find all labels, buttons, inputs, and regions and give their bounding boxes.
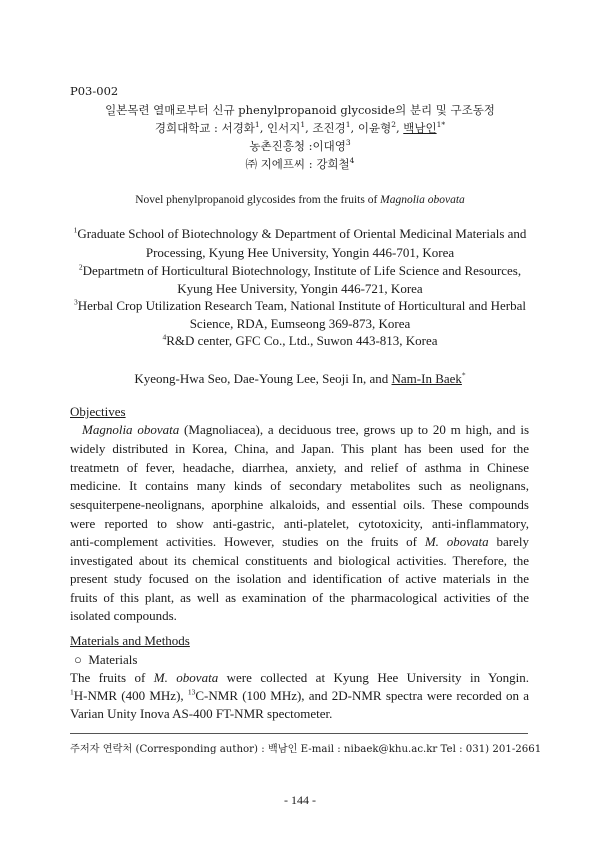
author-name: 서경화 — [221, 121, 255, 135]
corresponding-author-footnote: 주저자 연락처 (Corresponding author) : 백남인 E-mail : nibaek@khu.ac.kr Tel : 031) 201-2661 — [70, 744, 542, 755]
korean-author-line-3 — [0, 156, 600, 172]
line-text: C-NMR (100 MHz), and 2D-NMR spectra were recorded on a — [195, 688, 529, 703]
korean-author-line-2 — [0, 138, 600, 154]
affiliation-3-line-2: Science, RDA, Eumseong 369-873, Korea — [189, 316, 411, 331]
affiliation-sup: 3 — [73, 297, 78, 307]
objectives-line: medicine. It contains many kinds of secondary metabolites such as neolignans, — [70, 478, 529, 493]
author-sup: 1 — [254, 120, 260, 130]
isotope-sup: 1 — [70, 687, 74, 697]
abstract-code: P03-002 — [70, 84, 119, 98]
author-affiliation-text: ㈜ 지에프씨 : 강희철 — [245, 157, 350, 171]
methods-line: Varian Unity Inova AS-400 FT-NMR spectometer. — [70, 706, 333, 721]
objectives-line: widely distributed in Korea, China, and Japan. This plant has been used for the — [70, 441, 529, 456]
line-text: were collected at Kyung Hee University in Yongin. — [218, 670, 530, 685]
english-title — [0, 194, 600, 206]
affiliation-text: Departmetn of Horticultural Biotechnology, Institute of Life Science and Resources, — [82, 263, 522, 278]
author-affiliation-text: 농촌진흥청 :이대영 — [249, 139, 346, 153]
affiliation-1-line-2: Processing, Kyung Hee University, Yongin 446-701, Korea — [145, 245, 455, 260]
affiliation-text: R&D center, GFC Co., Ltd., Suwon 443-813, Korea — [166, 333, 438, 348]
author-sup: 1 — [300, 120, 306, 130]
objectives-line — [82, 422, 529, 438]
author-sup: 2 — [391, 120, 396, 130]
affiliation-2-line-2: Kyung Hee University, Yongin 446-721, Korea — [177, 281, 423, 296]
corresponding-author-name: Nam-In Baek — [391, 371, 462, 386]
methods-heading: Materials and Methods — [70, 633, 190, 648]
objectives-line: treatmetn of fever, headache, diarrhea, anxiety, and relief of asthma in Chinese — [70, 460, 529, 475]
line-text: H-NMR (400 MHz), — [73, 688, 188, 703]
author-name: 조진경 — [312, 121, 346, 135]
affiliation-1-line-1 — [0, 226, 600, 242]
author-sup: 3 — [345, 138, 351, 148]
affiliation-3-line-1 — [0, 298, 600, 314]
species-name: Magnolia obovata — [82, 422, 180, 437]
objectives-line: sesquiterpene-neolignans, aporphine alkaloids, and essential oils. These compounds — [70, 497, 529, 512]
methods-line — [70, 670, 529, 686]
species-name: M. obovata — [153, 670, 219, 685]
corresponding-author-name: 백남인 — [403, 121, 437, 135]
affiliation-name: 경희대학교 : — [154, 121, 222, 135]
affiliation-4 — [0, 333, 600, 349]
korean-title: 일본목련 열매로부터 신규 phenylpropanoid glycoside의 분리 및 구조동정 — [105, 103, 495, 117]
methods-line — [70, 688, 529, 704]
korean-author-line: 경희대학교 : 서경화$^1$, 인서지$^1$, 조진경$^1$, 이윤형$^2$, 백남인$^{1*}$ — [154, 120, 446, 135]
materials-subheading — [74, 652, 137, 668]
objectives-line: isolated compounds. — [70, 608, 177, 623]
line-text: barely — [488, 534, 529, 549]
affiliation-sup: 1 — [73, 225, 78, 235]
subheading-text: Materials — [88, 652, 138, 667]
isotope-sup: 13 — [187, 687, 196, 697]
page-number: - 144 - — [284, 793, 316, 807]
footnote-divider — [70, 733, 528, 734]
affiliation-2-line-1 — [0, 263, 600, 279]
authors-text: Kyeong-Hwa Seo, Dae-Young Lee, Seoji In, and — [134, 371, 392, 386]
objectives-line — [70, 534, 529, 550]
author-name: 인서지 — [267, 121, 301, 135]
objectives-line: present study focused on the isolation and identification of active materials in the — [70, 571, 529, 586]
author-sup: * — [461, 370, 466, 380]
species-name: M. obovata — [424, 534, 489, 549]
objectives-line: were reported to show anti-gastric, anti-platelet, cytotoxicity, anti-inflammatory, — [70, 516, 529, 531]
objectives-line: fruits of this plant, as well as examination of the pharmacological activities of the — [70, 590, 529, 605]
affiliation-sup: 4 — [162, 332, 167, 342]
author-sup: 4 — [349, 156, 355, 166]
affiliation-sup: 2 — [78, 262, 83, 272]
english-authors — [0, 371, 600, 387]
line-text: anti-complement activities. However, studies on the fruits of — [70, 534, 425, 549]
objectives-line: investigated about its chemical constituents and biological activities. Therefore, the — [70, 553, 529, 568]
circle-bullet-icon: ○ — [74, 652, 82, 667]
species-name: Magnolia obovata — [380, 194, 465, 206]
affiliation-text: Herbal Crop Utilization Research Team, National Institute of Horticultural and Herbal — [77, 298, 527, 313]
objectives-heading: Objectives — [70, 404, 126, 419]
english-title-text: Novel phenylpropanoid glycosides from the fruits of — [135, 194, 381, 206]
author-sup: 1 — [345, 120, 351, 130]
author-sup: 1* — [436, 120, 446, 130]
line-text: The fruits of — [70, 670, 154, 685]
line-text: (Magnoliacea), a deciduous tree, grows up to 20 m high, and is — [179, 422, 529, 437]
author-name: 이윤형 — [357, 121, 392, 135]
affiliation-text: Graduate School of Biotechnology & Department of Oriental Medicinal Materials and — [77, 226, 527, 241]
